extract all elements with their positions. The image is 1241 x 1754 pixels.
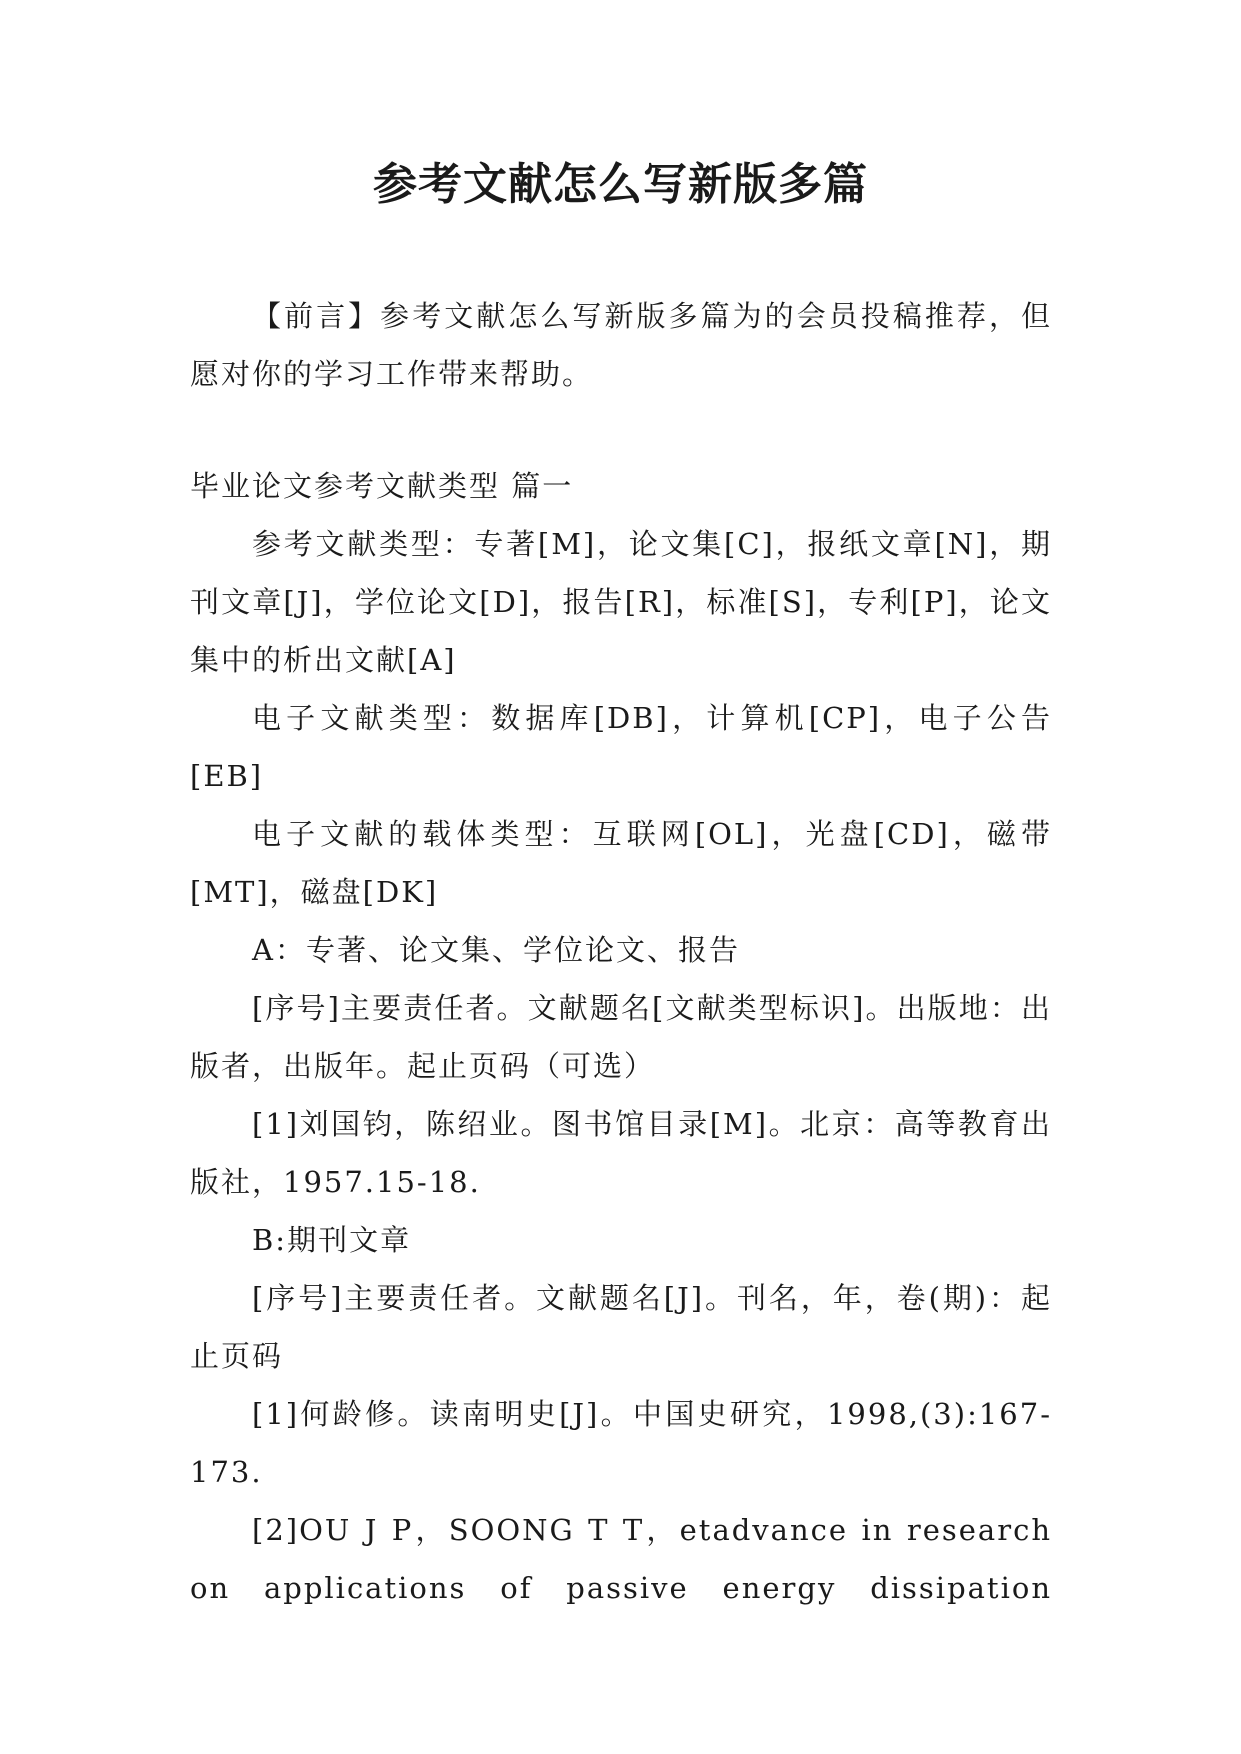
paragraph-example-b1: [1]何龄修。读南明史[J]。中国史研究，1998,(3):167-173. bbox=[190, 1397, 1052, 1489]
preface-paragraph: 【前言】参考文献怎么写新版多篇为的会员投稿推荐，但愿对你的学习工作带来帮助。 bbox=[190, 299, 1052, 391]
preface-block bbox=[190, 287, 1052, 403]
paragraph-category-b: B:期刊文章 bbox=[252, 1223, 412, 1257]
section-block bbox=[190, 457, 1052, 1617]
section-heading: 毕业论文参考文献类型 篇一 bbox=[190, 469, 574, 503]
paragraph-example-b2: [2]OU J P，SOONG T T，etadvance in research on applications of passive energy dissipation bbox=[190, 1513, 1052, 1605]
document-title: 参考文献怎么写新版多篇 bbox=[373, 159, 868, 210]
paragraph-example-a1: [1]刘国钧，陈绍业。图书馆目录[M]。北京：高等教育出版社，1957.15-18. bbox=[190, 1107, 1052, 1199]
paragraph-category-a: A：专著、论文集、学位论文、报告 bbox=[252, 933, 740, 967]
paragraph-electronic-types: 电子文献类型：数据库[DB]，计算机[CP]，电子公告[EB] bbox=[190, 701, 1052, 793]
paragraph-carrier-types: 电子文献的载体类型：互联网[OL]，光盘[CD]，磁带[MT]，磁盘[DK] bbox=[190, 817, 1052, 909]
paragraph-format-a: [序号]主要责任者。文献题名[文献类型标识]。出版地：出版者，出版年。起止页码（可选） bbox=[190, 991, 1052, 1083]
paragraph-format-b: [序号]主要责任者。文献题名[J]。刊名，年，卷(期)：起止页码 bbox=[190, 1281, 1052, 1373]
paragraph-reference-types: 参考文献类型：专著[M]，论文集[C]，报纸文章[N]，期刊文章[J]，学位论文[D]，报告[R]，标准[S]，专利[P]，论文集中的析出文献[A] bbox=[190, 527, 1052, 677]
